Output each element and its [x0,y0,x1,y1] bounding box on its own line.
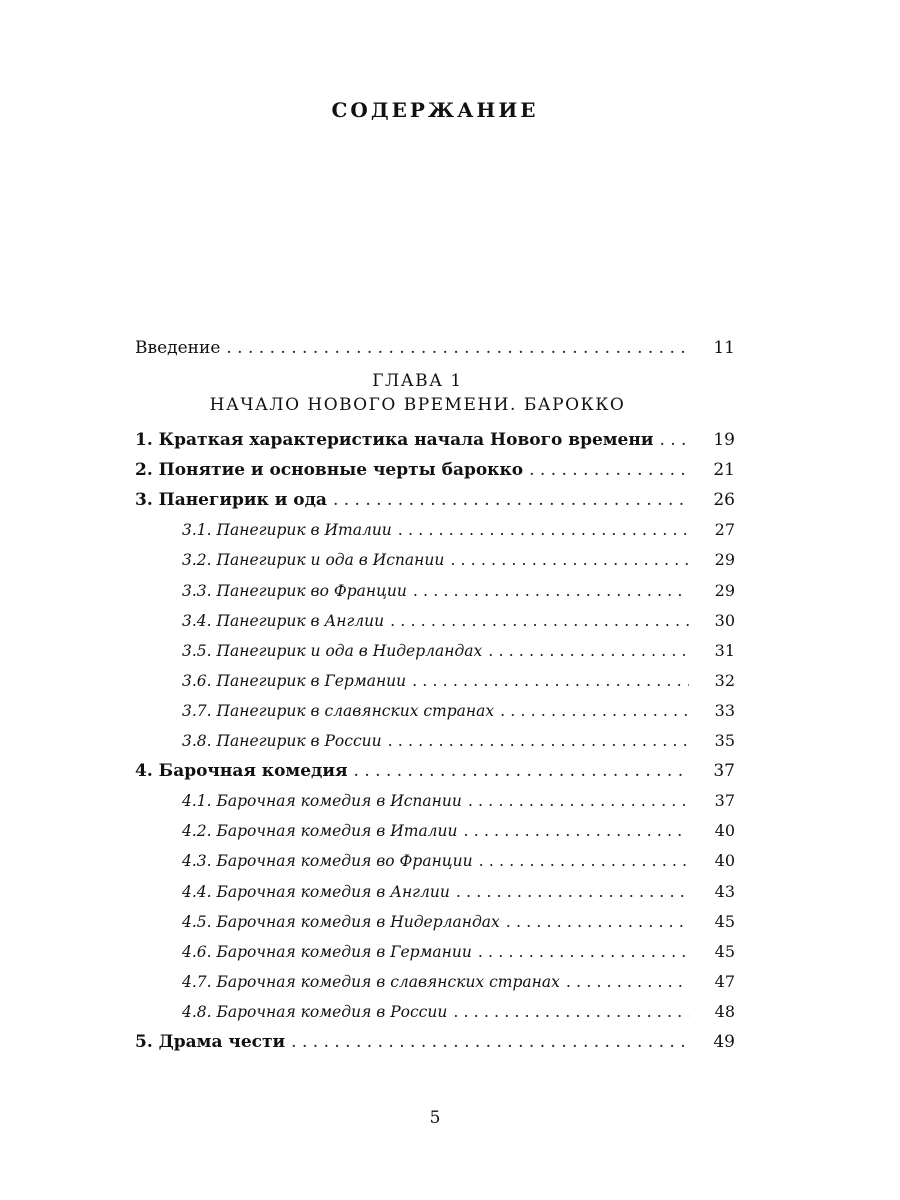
toc-section-entry[interactable] [135,1027,735,1057]
toc-entry-page: 32 [714,670,735,690]
toc-entry-label: 4.4. Барочная комедия в Англии [182,882,450,901]
toc-subsection-entry[interactable] [135,816,735,846]
toc-subsection-entry[interactable] [135,937,735,967]
toc-subsection-entry[interactable] [135,907,735,937]
toc-entry-label: 3. Панегирик и ода [135,490,327,511]
dot-leader [390,606,689,636]
dot-leader [488,636,689,666]
dot-leader [413,576,689,606]
toc-entry-label: 4.7. Барочная комедия в славянских странах [182,972,560,991]
toc-entry-page: 48 [714,1001,735,1021]
toc-section-entry[interactable] [135,485,735,515]
table-of-contents [135,333,735,1057]
dot-leader [354,756,689,786]
toc-entry-label: 5. Драма чести [135,1031,286,1052]
dot-leader [506,907,689,937]
page-number: 5 [429,1108,441,1128]
dot-leader [398,515,689,545]
toc-entry-label: 4.1. Барочная комедия в Испании [182,792,462,811]
toc-subsection-entry[interactable] [135,606,735,636]
toc-entry-label: 4.6. Барочная комедия в Германии [182,942,472,961]
dot-leader [529,455,689,485]
toc-entry-label: 1. Краткая характеристика начала Нового времени [135,430,654,451]
toc-entry-label: 3.7. Панегирик в славянских странах [182,701,495,720]
toc-entry-label: 3.8. Панегирик в России [182,732,382,751]
toc-subsection-entry[interactable] [135,515,735,545]
toc-entry-page: 40 [714,821,735,841]
page-title: СОДЕРЖАНИЕ [331,98,539,122]
toc-entry-page: 37 [713,761,735,782]
toc-entry-label: 4.8. Барочная комедия в России [182,1002,448,1021]
toc-entry-label: 3.4. Панегирик в Англии [182,611,385,630]
dot-leader [388,726,689,756]
toc-subsection-entry[interactable] [135,786,735,816]
dot-leader [291,1027,689,1057]
toc-entry-page: 29 [714,580,735,600]
chapter-title: НАЧАЛО НОВОГО ВРЕМЕНИ. БАРОККО [209,395,626,416]
toc-subsection-entry[interactable] [135,636,735,666]
toc-entry-page: 31 [714,640,735,660]
dot-leader [500,696,689,726]
dot-leader [479,846,689,876]
dot-leader [450,545,689,575]
toc-entry-label: 4. Барочная комедия [135,761,348,782]
toc-entry-label: Введение [135,338,221,358]
dot-leader [659,425,689,455]
chapter-heading [135,369,735,417]
toc-section-entry[interactable] [135,756,735,786]
toc-entry-label: 3.5. Панегирик и ода в Нидерландах [182,641,483,660]
dot-leader [464,816,689,846]
toc-entry-label: 3.1. Панегирик в Италии [182,521,392,540]
toc-entry-label: 2. Понятие и основные черты барокко [135,460,524,481]
dot-leader [333,485,689,515]
toc-entry-page: 27 [714,520,735,540]
dot-leader [566,967,689,997]
toc-entry-label: 3.6. Панегирик в Германии [182,671,407,690]
toc-subsection-entry[interactable] [135,967,735,997]
toc-entry-page: 11 [713,338,735,358]
toc-subsection-entry[interactable] [135,877,735,907]
toc-section-entry[interactable] [135,425,735,455]
dot-leader [478,937,689,967]
toc-section-entry[interactable] [135,455,735,485]
chapter-number: ГЛАВА 1 [372,371,463,392]
toc-entry-page: 45 [714,911,735,931]
toc-entry-page: 26 [713,490,735,511]
toc-subsection-entry[interactable] [135,846,735,876]
toc-entry-page: 43 [714,881,735,901]
toc-entry-page: 21 [713,460,735,481]
toc-subsection-entry[interactable] [135,726,735,756]
dot-leader [412,666,689,696]
toc-entry-page: 30 [714,610,735,630]
toc-entry-label: 4.5. Барочная комедия в Нидерландах [182,912,500,931]
toc-entry-label: 4.2. Барочная комедия в Италии [182,822,458,841]
dot-leader [468,786,689,816]
toc-subsection-entry[interactable] [135,666,735,696]
toc-subsection-entry[interactable] [135,696,735,726]
toc-entries [135,425,735,1057]
toc-entry-page: 29 [714,550,735,570]
dot-leader [226,333,689,363]
toc-entry-page: 47 [714,971,735,991]
toc-entry-page: 37 [714,791,735,811]
toc-entry-page: 33 [714,700,735,720]
dot-leader [456,877,689,907]
toc-entry-label: 4.3. Барочная комедия во Франции [182,852,473,871]
toc-entry-page: 35 [714,731,735,751]
toc-entry-label: 3.2. Панегирик и ода в Испании [182,551,445,570]
toc-entry-page: 45 [714,941,735,961]
toc-subsection-entry[interactable] [135,997,735,1027]
toc-entry-page: 49 [713,1031,735,1052]
toc-subsection-entry[interactable] [135,576,735,606]
dot-leader [453,997,689,1027]
toc-entry-page: 19 [713,430,735,451]
toc-entry-page: 40 [714,851,735,871]
toc-subsection-entry[interactable] [135,545,735,575]
toc-entry-intro[interactable] [135,333,735,363]
toc-entry-label: 3.3. Панегирик во Франции [182,581,407,600]
